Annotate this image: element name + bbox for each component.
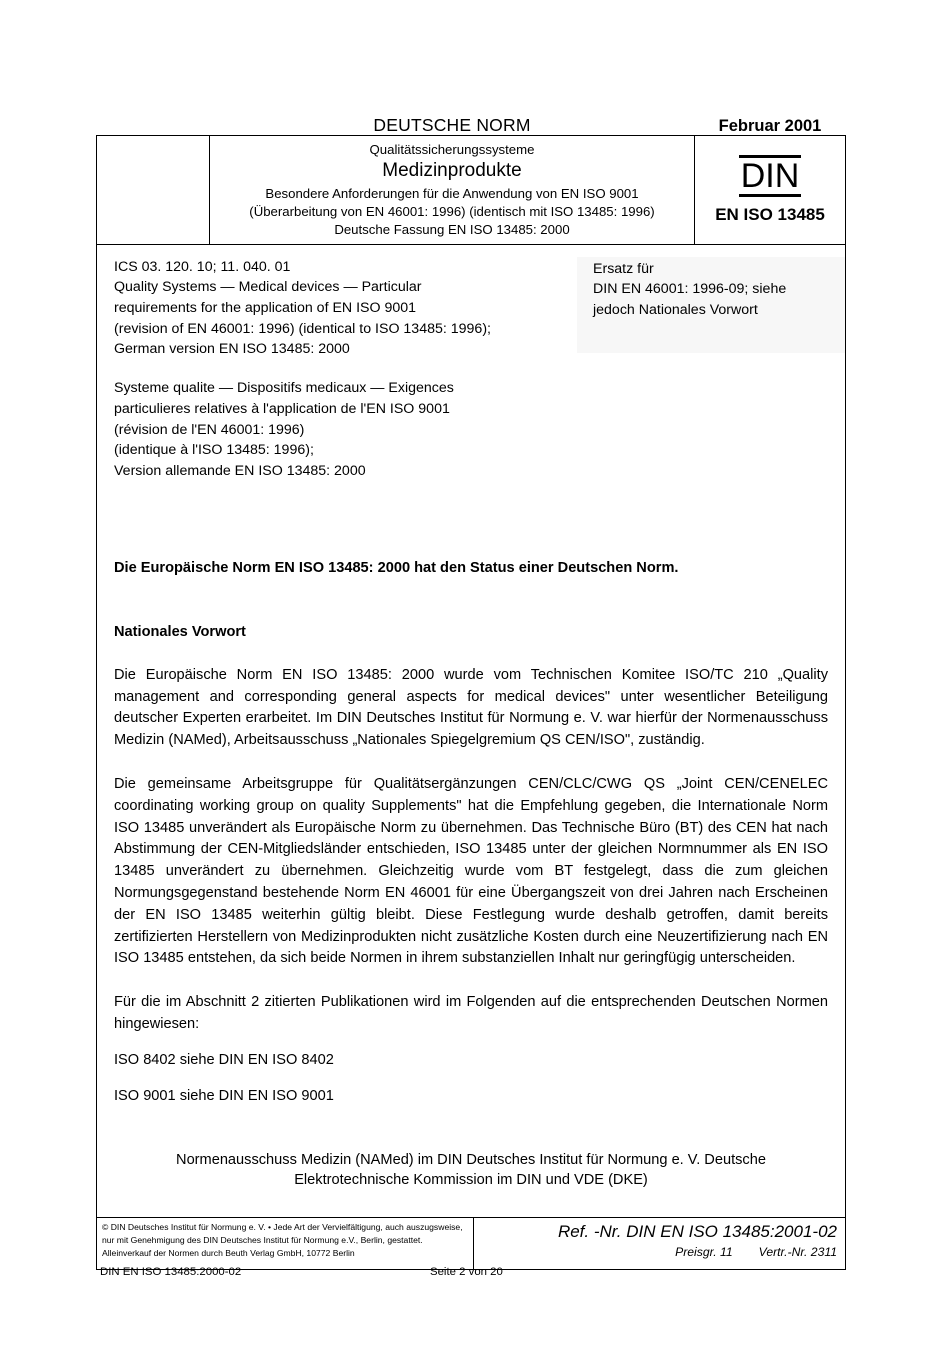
ics-block xyxy=(97,257,577,482)
price-group: Preisgr. 11 xyxy=(675,1244,733,1259)
paragraph-2: Die gemeinsame Arbeitsgruppe für Qualitätsergänzungen CEN/CLC/CWG QS „Joint CEN/CENELEC coordinating working group on quality Supplements" hat die Empfehlung gegeben, die Internationale Norm ISO 13485 unverändert als Europäische Norm zu übernehmen. Das Technische Büro (BT) des CEN hat nach Abstimmung der CEN-Mitgliedsländer entschieden, ISO 13485 unter der gleichen Normnummer als EN ISO 13485 unverändert zu übernehmen. Gleichzeitig wurde vom BT festgelegt, dass die zum gleichen Normungsgegenstand bestehende Norm EN 46001 für eine Übergangszeit von drei Jahren nach Erscheinen der EN ISO 13485 weiterhin gültig bleibt. Diese Festlegung wurde deshalb getroffen, damit bereits zertifizierten Herstellern von Medizinprodukten nicht zusätzliche Kosten durch eine Neuzertifizierung nach EN ISO 13485 entstehen, da sich beide Normen in ihrem substanziellen Inhalt nur geringfügig unterscheiden. xyxy=(114,775,828,967)
ics-line-9: (identique à l'ISO 13485: 1996); xyxy=(114,442,314,459)
header-table xyxy=(97,136,845,245)
ics-line-5: German version EN ISO 13485: 2000 xyxy=(114,341,350,358)
header-blank-cell xyxy=(97,136,210,244)
paragraph-1: Die Europäische Norm EN ISO 13485: 2000 wurde vom Technischen Komitee ISO/TC 210 „Quality management and corresponding general aspects for medical devices" unter wesentlicher Beteiligung deutscher Experten erarbeitet. Im DIN Deutsches Institut für Normung e. V. war hierfür der Normenausschuss Medizin (NAMed), Arbeitsausschuss „Nationales Spiegelgremium QS CEN/ISO", zuständig. xyxy=(114,666,828,749)
header-desc-line-2: (Überarbeitung von EN 46001: 1996) (identisch mit ISO 13485: 1996) xyxy=(249,203,655,219)
ics-line-10: Version allemande EN ISO 13485: 2000 xyxy=(114,463,366,480)
ersatz-line-1: Ersatz für xyxy=(593,260,654,277)
ics-line-3: requirements for the application of EN ISO 9001 xyxy=(114,299,417,316)
ersatz-line-3: jedoch Nationales Vorwort xyxy=(593,301,758,318)
din-standard-number: EN ISO 13485 xyxy=(715,204,825,224)
committee-line-1: Normenausschuss Medizin (NAMed) im DIN Deutsches Institut für Normung e. V. Deutsche xyxy=(176,1151,766,1168)
ics-line-8: (révision de l'EN 46001: 1996) xyxy=(114,421,305,438)
ics-line-4: (revision of EN 46001: 1996) (identical to ISO 13485: 1996); xyxy=(114,320,491,337)
body-area xyxy=(97,558,845,1217)
banner-title: DEUTSCHE NORM xyxy=(373,114,531,135)
header-desc-line-3: Deutsche Fassung EN ISO 13485: 2000 xyxy=(334,221,570,237)
committee-line-2: Elektrotechnische Kommission im DIN und VDE (DKE) xyxy=(294,1172,648,1189)
copyright-line-2: nur mit Genehmigung des DIN Deutsches Institut für Normung e.V., Berlin, gestattet. xyxy=(102,1234,423,1245)
copyright-cell xyxy=(97,1218,474,1269)
distribution-number: Vertr.-Nr. 2311 xyxy=(758,1244,837,1259)
header-title-cell xyxy=(210,136,695,244)
ics-line-7: particulieres relatives à l'application de l'EN ISO 9001 xyxy=(114,400,450,417)
reference-iso-8402: ISO 8402 siehe DIN EN ISO 8402 xyxy=(114,1051,334,1068)
reference-iso-9001: ISO 9001 siehe DIN EN ISO 9001 xyxy=(114,1087,334,1104)
page-footer-page-number: Seite 2 von 20 xyxy=(430,1266,503,1278)
committee-block xyxy=(128,1150,814,1217)
header-title: Medizinprodukte xyxy=(382,160,522,182)
copyright-line-3: Alleinverkauf der Normen durch Beuth Verlag GmbH, 10772 Berlin xyxy=(102,1247,355,1258)
document-frame xyxy=(96,135,846,1270)
footer-table xyxy=(97,1217,845,1269)
ics-row xyxy=(97,245,845,482)
ics-line-1: ICS 03. 120. 10; 11. 040. 01 xyxy=(114,258,291,275)
price-line xyxy=(478,1245,837,1261)
din-logo-cell xyxy=(695,136,845,244)
copyright-line-1: © DIN Deutsches Institut für Normung e. V. • Jede Art der Vervielfältigung, auch auszugsweise, xyxy=(102,1221,463,1232)
document-banner xyxy=(96,108,846,134)
header-subtitle: Qualitätssicherungssysteme xyxy=(369,142,535,157)
header-desc-line-1: Besondere Anforderungen für die Anwendung von EN ISO 9001 xyxy=(265,185,639,201)
banner-date: Februar 2001 xyxy=(718,116,822,135)
reference-number: Ref. -Nr. DIN EN ISO 13485:2001-02 xyxy=(557,1221,837,1241)
ersatz-line-2: DIN EN 46001: 1996-09; siehe xyxy=(593,281,787,298)
din-logo-icon: DIN xyxy=(740,156,800,195)
page-footer-document: DIN EN ISO 13485:2000-02 xyxy=(100,1266,242,1278)
ics-gap xyxy=(114,360,569,378)
ersatz-box xyxy=(577,257,845,353)
paragraph-3: Für die im Abschnitt 2 zitierten Publikationen wird im Folgenden auf die entsprechenden Deutschen Normen hingewiesen: xyxy=(114,994,828,1033)
status-line: Die Europäische Norm EN ISO 13485: 2000 hat den Status einer Deutschen Norm. xyxy=(114,559,679,576)
vorwort-heading: Nationales Vorwort xyxy=(114,624,246,641)
ics-line-6: Systeme qualite — Dispositifs medicaux — Exigences xyxy=(114,380,454,397)
reference-cell xyxy=(474,1218,845,1269)
ics-line-2: Quality Systems — Medical devices — Particular xyxy=(114,279,422,296)
